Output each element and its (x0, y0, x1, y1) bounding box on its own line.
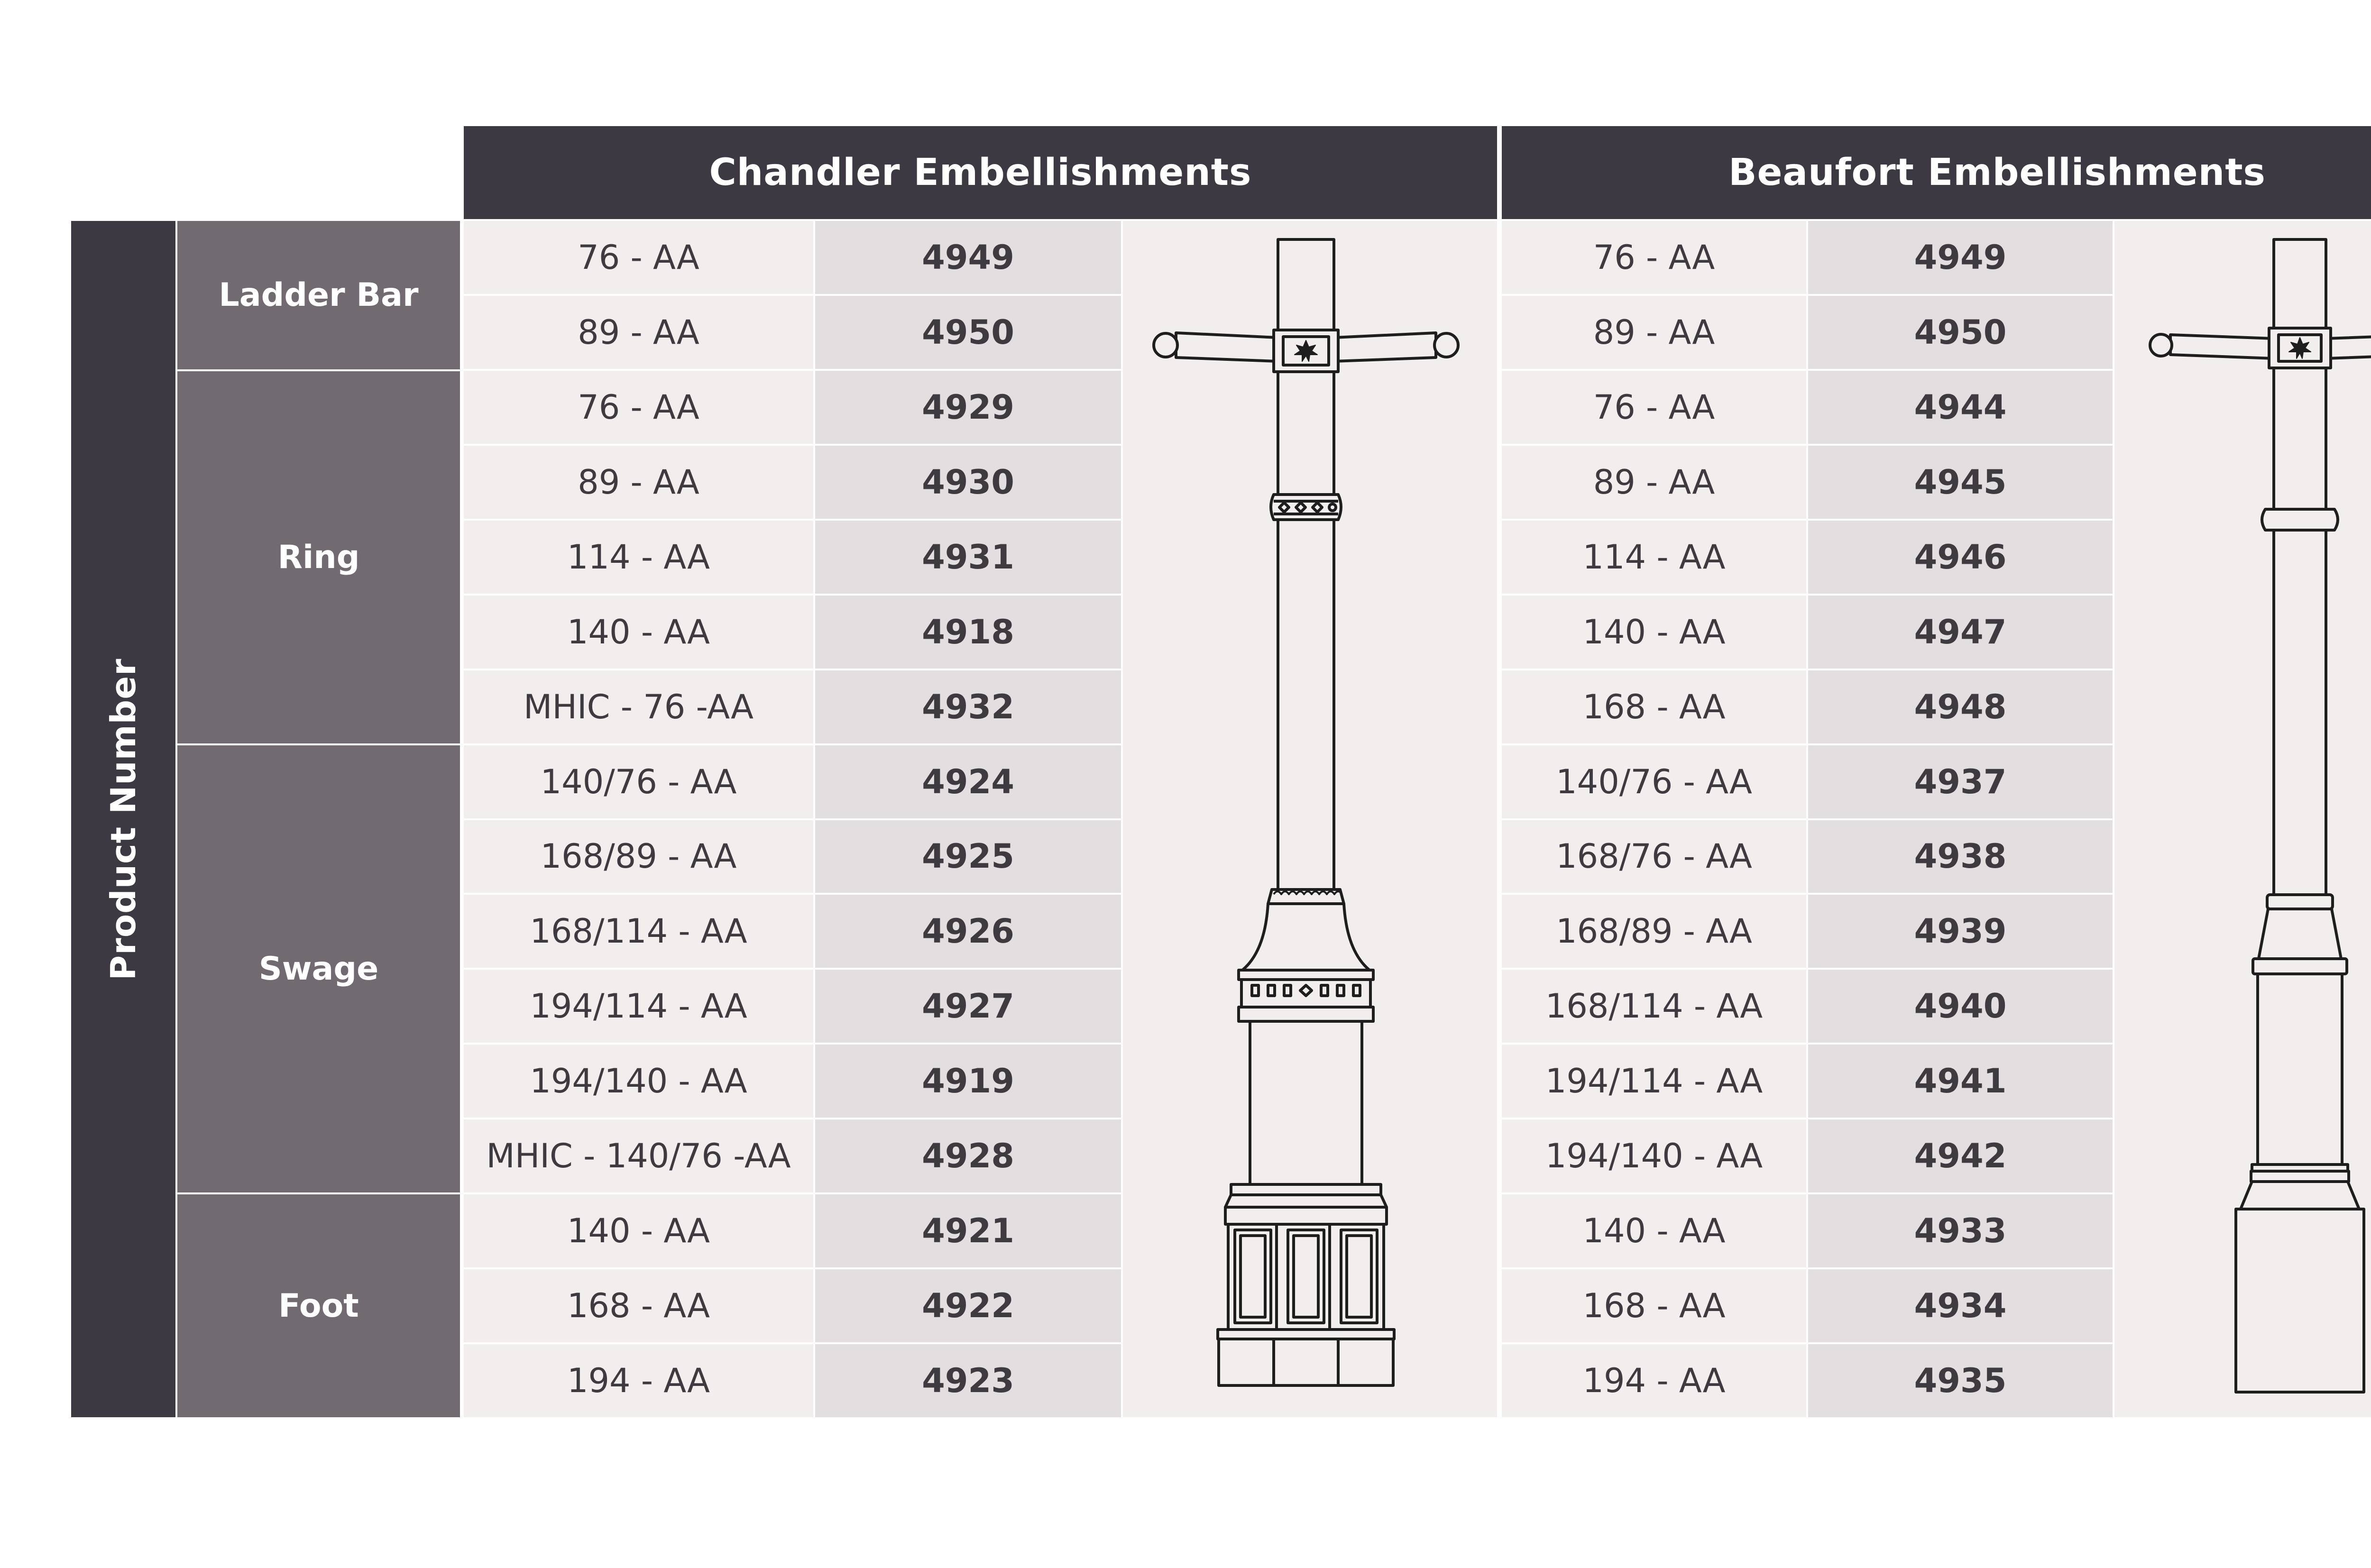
group-swage: Swage (177, 745, 460, 1192)
beaufort-product-number: 4935 (1808, 1344, 2113, 1417)
group-foot: Foot (177, 1194, 460, 1417)
product-number-label: Product Number (103, 658, 143, 981)
chandler-table (464, 221, 1121, 1417)
chandler-lamp-post-icon (1123, 221, 1497, 1417)
chandler-size-label: 89 - AA (464, 296, 813, 369)
chandler-product-number: 4918 (815, 596, 1121, 669)
chandler-product-number: 4949 (815, 221, 1121, 294)
chandler-product-number: 4924 (815, 745, 1121, 818)
beaufort-product-number: 4933 (1808, 1194, 2113, 1267)
beaufort-size-label: 89 - AA (1502, 296, 1806, 369)
group-ladder-bar: Ladder Bar (177, 221, 460, 369)
chandler-size-label: MHIC - 140/76 -AA (464, 1119, 813, 1192)
chandler-illustration-cell (1123, 221, 1497, 1417)
chandler-size-label: 140 - AA (464, 1194, 813, 1267)
chandler-product-number: 4930 (815, 446, 1121, 519)
beaufort-product-number: 4946 (1808, 521, 2113, 594)
beaufort-size-label: 140 - AA (1502, 1194, 1806, 1267)
group-ring: Ring (177, 371, 460, 743)
chandler-product-number: 4922 (815, 1269, 1121, 1342)
beaufort-product-number: 4934 (1808, 1269, 2113, 1342)
beaufort-product-number: 4942 (1808, 1119, 2113, 1192)
beaufort-size-label: 168/89 - AA (1502, 895, 1806, 968)
chandler-size-label: 140/76 - AA (464, 745, 813, 818)
chandler-product-number: 4950 (815, 296, 1121, 369)
beaufort-size-label: 89 - AA (1502, 446, 1806, 519)
chandler-header: Chandler Embellishments (464, 126, 1497, 219)
chandler-size-label: 76 - AA (464, 371, 813, 444)
beaufort-size-label: 140/76 - AA (1502, 745, 1806, 818)
beaufort-product-number: 4949 (1808, 221, 2113, 294)
beaufort-product-number: 4947 (1808, 596, 2113, 669)
beaufort-size-label: 140 - AA (1502, 596, 1806, 669)
chandler-product-number: 4921 (815, 1194, 1121, 1267)
beaufort-size-label: 168/76 - AA (1502, 820, 1806, 893)
beaufort-size-label: 194 - AA (1502, 1344, 1806, 1417)
beaufort-lamp-post-icon (2114, 221, 2371, 1417)
chandler-size-label: 168 - AA (464, 1269, 813, 1342)
beaufort-table (1502, 221, 2113, 1417)
beaufort-size-label: 168 - AA (1502, 1269, 1806, 1342)
beaufort-size-label: 76 - AA (1502, 221, 1806, 294)
beaufort-size-label: 194/140 - AA (1502, 1119, 1806, 1192)
chandler-product-number: 4932 (815, 670, 1121, 743)
beaufort-size-label: 168/114 - AA (1502, 970, 1806, 1043)
chandler-size-label: 168/114 - AA (464, 895, 813, 968)
beaufort-product-number: 4939 (1808, 895, 2113, 968)
chandler-product-number: 4919 (815, 1045, 1121, 1118)
beaufort-size-label: 76 - AA (1502, 371, 1806, 444)
chandler-product-number: 4925 (815, 820, 1121, 893)
product-number-sidebar (71, 221, 175, 1417)
beaufort-size-label: 114 - AA (1502, 521, 1806, 594)
beaufort-product-number: 4944 (1808, 371, 2113, 444)
chandler-product-number: 4926 (815, 895, 1121, 968)
beaufort-product-number: 4945 (1808, 446, 2113, 519)
chandler-size-label: 194/114 - AA (464, 970, 813, 1043)
beaufort-header: Beaufort Embellishments (1502, 126, 2371, 219)
chandler-size-label: 89 - AA (464, 446, 813, 519)
chandler-size-label: 114 - AA (464, 521, 813, 594)
chandler-size-label: 140 - AA (464, 596, 813, 669)
beaufort-size-label: 194/114 - AA (1502, 1045, 1806, 1118)
chandler-product-number: 4928 (815, 1119, 1121, 1192)
chandler-product-number: 4929 (815, 371, 1121, 444)
chandler-product-number: 4927 (815, 970, 1121, 1043)
chandler-size-label: 194 - AA (464, 1344, 813, 1417)
chandler-size-label: 168/89 - AA (464, 820, 813, 893)
chandler-product-number: 4931 (815, 521, 1121, 594)
beaufort-illustration-cell (2114, 221, 2371, 1417)
chandler-size-label: 194/140 - AA (464, 1045, 813, 1118)
beaufort-product-number: 4948 (1808, 670, 2113, 743)
beaufort-product-number: 4941 (1808, 1045, 2113, 1118)
chandler-size-label: 76 - AA (464, 221, 813, 294)
beaufort-size-label: 168 - AA (1502, 670, 1806, 743)
beaufort-product-number: 4950 (1808, 296, 2113, 369)
chandler-size-label: MHIC - 76 -AA (464, 670, 813, 743)
beaufort-product-number: 4938 (1808, 820, 2113, 893)
beaufort-product-number: 4937 (1808, 745, 2113, 818)
beaufort-product-number: 4940 (1808, 970, 2113, 1043)
chandler-product-number: 4923 (815, 1344, 1121, 1417)
